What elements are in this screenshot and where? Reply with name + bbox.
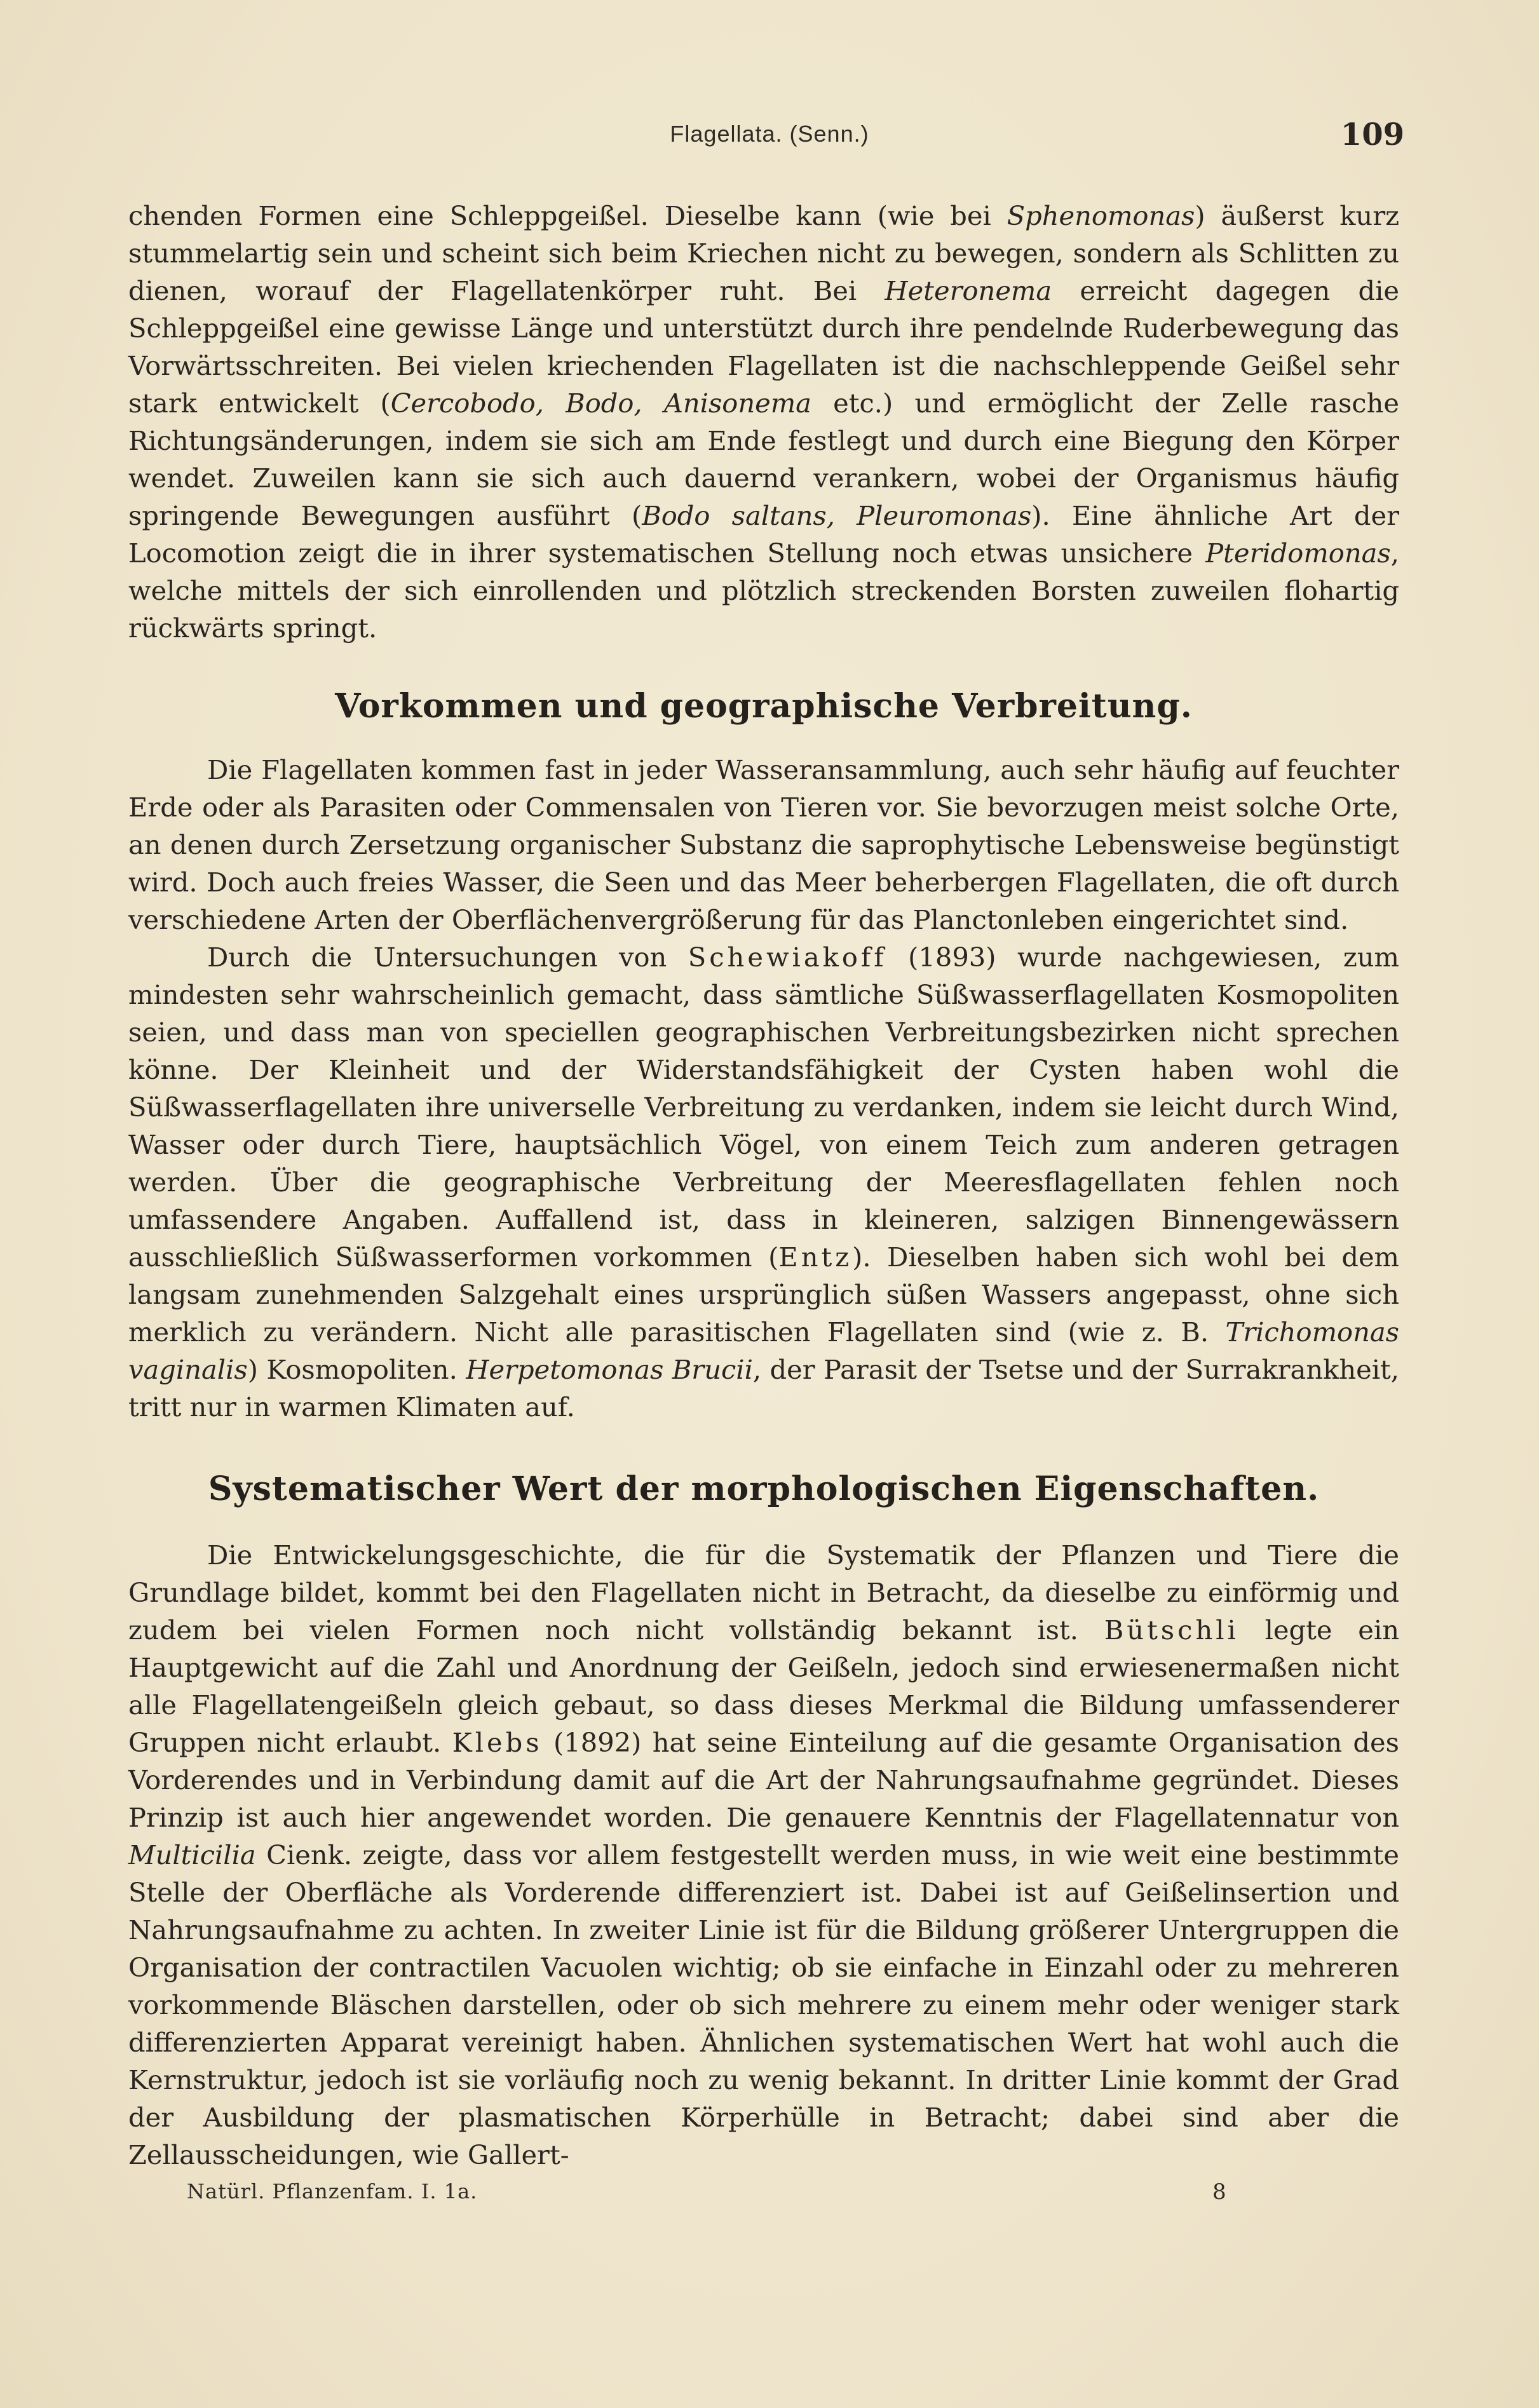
page-footer bbox=[187, 2179, 1285, 2211]
text-run: legte ein Hauptgewicht auf die Zahl und Anordnung der Geißeln, jedoch sind erwiesenermaßen nicht alle Flagellatengeißeln gleich gebaut, so dass dieses Merkmal die Bildung umfassenderer Gruppen nicht erlaubt. bbox=[128, 1614, 1399, 1758]
author-name: Entz bbox=[778, 1241, 853, 1273]
page-number: 109 bbox=[1340, 117, 1404, 152]
text-run: chenden Formen eine Schleppgeißel. Dieselbe kann (wie bei bbox=[128, 200, 1007, 231]
taxon-name: Trichomonas vaginalis bbox=[128, 1316, 1399, 1385]
footer-signature: Natürl. Pflanzenfam. I. 1a. bbox=[187, 2179, 478, 2203]
running-head: Flagellata. (Senn.) bbox=[670, 121, 869, 147]
text-run: Durch die Untersuchungen von bbox=[207, 942, 688, 973]
taxon-name: Sphenomonas bbox=[1007, 200, 1195, 231]
text-run: erreicht dagegen die Schleppgeißel eine gewisse Länge und unterstützt durch ihre pendelnde Ruderbewegung das Vorwärtsschreiten. Bei vielen kriechenden Flagellaten ist die nachschleppende Geißel sehr stark entwickelt ( bbox=[128, 275, 1399, 419]
text-run: ) äußerst kurz stummelartig sein und scheint sich beim Kriechen nicht zu bewegen, sondern als Schlitten zu dienen, worauf der Flagellatenkörper ruht. Bei bbox=[128, 200, 1399, 306]
author-name: Schewiakoff bbox=[688, 942, 887, 973]
taxon-name: Herpetomonas Brucii bbox=[466, 1354, 753, 1385]
paragraph-systematic-value bbox=[128, 1536, 1399, 2174]
text-run: Cienk. zeigte, dass vor allem festgestellt werden muss, in wie weit eine bestimmte Stelle der Oberfläche als Vorderende differenziert ist. Dabei ist auf Geißelinsertion und Nahrungsaufnahme zu achten. In zweiter Linie ist für die Bildung größerer Untergruppen die Organisation der contractilen Vacuolen wichtig; ob sie einfache in Einzahl oder zu mehreren vorkommende Bläschen darstellen, oder ob sich mehrere zu einem mehr oder weniger stark differenzierten Apparat vereinigt haben. Ähnlichen systematischen Wert hat wohl auch die Kernstruktur, jedoch ist sie vorläufig noch zu wenig bekannt. In dritter Linie kommt der Grad der Ausbildung der plasmatischen Körperhülle in Betracht; dabei sind aber die Zellausscheidungen, wie Gallert- bbox=[128, 1839, 1399, 2170]
text-run: (1892) hat seine Einteilung auf die gesamte Organisation des Vorderendes und in Verbindung damit auf die Art der Nahrungsaufnahme gegründet. Dieses Prinzip ist auch hier angewendet worden. Die genauere Kenntnis der Flagellatennatur von bbox=[128, 1727, 1400, 1833]
text-run: ). Dieselben haben sich wohl bei dem langsam zunehmenden Salzgehalt eines ursprünglich süßen Wassers angepasst, ohne sich merklich zu verändern. Nicht alle parasitischen Flagellaten sind (wie z. B. bbox=[128, 1241, 1399, 1348]
author-name: Klebs bbox=[452, 1727, 543, 1758]
text-run: Die Entwickelungsgeschichte, die für die Systematik der Pflanzen und Tiere die Grundlage bildet, kommt bei den Flagellaten nicht in Betracht, da dieselbe zu einförmig und zudem bei vielen Formen noch nicht vollständig bekannt ist. bbox=[128, 1539, 1399, 1646]
paragraph-occurrence: Die Flagellaten kommen fast in jeder Wasseransammlung, auch sehr häufig auf feuchter Erde oder als Parasiten oder Commensalen von Tieren vor. Sie bevorzugen meist solche Orte, an denen durch Zersetzung organischer Substanz die saprophytische Lebensweise begünstigt wird. Doch auch freies Wasser, die Seen und das Meer beherbergen Flagellaten, die oft durch verschiedene Arten der Oberflächenvergrößerung für das Planctonleben eingerichtet sind. bbox=[128, 754, 1399, 935]
text-run: (1893) wurde nachgewiesen, zum mindesten sehr wahrscheinlich gemacht, dass sämtliche Süßwasserflagellaten Kosmopoliten seien, und dass man von speciellen geographischen Verbreitungsbezirken nicht sprechen könne. Der Kleinheit und der Widerstandsfähigkeit der Cysten haben wohl die Süßwasserflagellaten ihre universelle Verbreitung zu verdanken, indem sie leicht durch Wind, Wasser oder durch Tiere, hauptsächlich Vögel, von einem Teich zum anderen getragen werden. Über die geographische Verbreitung der Meeresflagellaten fehlen noch umfassendere Angaben. Auffallend ist, dass in kleineren, salzigen Binnengewässern ausschließlich Süßwasserformen vorkommen ( bbox=[128, 942, 1399, 1273]
section-heading-distribution: Vorkommen und geographische Verbreitung. bbox=[335, 687, 1193, 726]
section-heading-systematics: Systematischer Wert der morphologischen Eigenschaften. bbox=[208, 1470, 1320, 1508]
taxon-name: Heteronema bbox=[885, 275, 1052, 306]
sheet-number: 8 bbox=[1212, 2179, 1226, 2205]
text-run: , der Parasit der Tsetse und der Surrakrankheit, tritt nur in warmen Klimaten auf. bbox=[128, 1354, 1399, 1423]
page-header bbox=[133, 117, 1406, 159]
main-text bbox=[128, 197, 1399, 2174]
text-run: etc.) und ermöglicht der Zelle rasche Richtungsänderungen, indem sie sich am Ende festlegt und durch eine Biegung den Körper wendet. Zuweilen kann sie sich auch dauernd verankern, wobei der Organismus häufig springende Bewegungen ausführt ( bbox=[128, 388, 1400, 531]
taxon-name: Multicilia bbox=[128, 1839, 256, 1870]
taxon-name: Pteridomonas bbox=[1205, 538, 1391, 569]
text-run: ) Kosmopoliten. bbox=[247, 1354, 466, 1385]
paragraph-geography bbox=[128, 938, 1399, 1426]
paragraph-locomotion bbox=[128, 197, 1399, 647]
text-run: , welche mittels der sich einrollenden und plötzlich streckenden Borsten zuweilen flohartig rückwärts springt. bbox=[128, 538, 1399, 644]
text-run: ). Eine ähnliche Art der Locomotion zeigt die in ihrer systematischen Stellung noch etwas unsichere bbox=[128, 500, 1399, 569]
taxon-name: Cercobodo, Bodo, Anisonema bbox=[390, 388, 811, 419]
taxon-name: Bodo saltans, Pleuromonas bbox=[642, 500, 1032, 531]
author-name: Bütschli bbox=[1104, 1614, 1239, 1646]
